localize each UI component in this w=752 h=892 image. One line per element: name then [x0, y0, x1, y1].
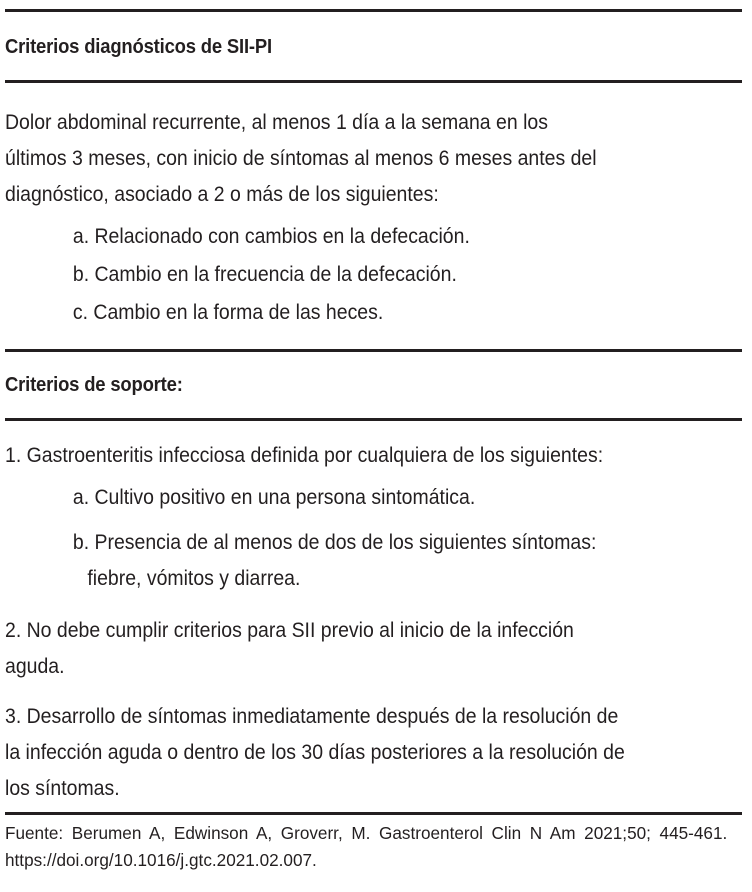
intro-line: últimos 3 meses, con inicio de síntomas al menos 6 meses antes del	[5, 146, 597, 170]
support-point-2-line: 2. No debe cumplir criterios para SII previo al inicio de la infección	[5, 618, 574, 642]
section2-top-rule	[5, 349, 742, 352]
intro-line: Dolor abdominal recurrente, al menos 1 día a la semana en los	[5, 110, 548, 134]
intro-line: diagnóstico, asociado a 2 o más de los siguientes:	[5, 182, 439, 206]
section2-divider	[5, 418, 742, 421]
source-citation: Fuente: Berumen A, Edwinson A, Groverr, M. Gastroenterol Clin N Am 2021;50; 445-461. https://doi.org/10.1016/j.gtc.2021.02.007.	[5, 823, 728, 870]
support-point-3	[5, 698, 752, 806]
section1-intro	[5, 104, 752, 212]
section1-divider	[5, 80, 742, 83]
support-point-2	[5, 612, 752, 684]
section2-title: Criterios de soporte:	[5, 373, 183, 396]
list-item: b. Cambio en la frecuencia de la defecación.	[72, 262, 457, 286]
support-point-1: 1. Gastroenteritis infecciosa definida por cualquiera de los siguientes:	[5, 443, 604, 467]
section1-title: Criterios diagnósticos de SII-PI	[5, 35, 272, 58]
support-point-1a: a. Cultivo positivo en una persona sintomática.	[72, 485, 476, 509]
support-point-1b	[5, 524, 658, 596]
section1-list	[5, 218, 519, 332]
support-point-1b-line: fiebre, vómitos y diarrea.	[87, 566, 301, 590]
top-rule	[5, 9, 742, 12]
support-point-3-line: 3. Desarrollo de síntomas inmediatamente después de la resolución de	[5, 704, 619, 728]
support-point-3-line: los síntomas.	[5, 776, 120, 800]
support-point-3-line: la infección aguda o dentro de los 30 días posteriores a la resolución de	[5, 740, 625, 764]
list-item: c. Cambio en la forma de las heces.	[72, 300, 384, 324]
list-item: a. Relacionado con cambios en la defecación.	[72, 224, 470, 248]
bottom-rule	[5, 812, 742, 815]
support-point-1b-line: b. Presencia de al menos de dos de los siguientes síntomas:	[72, 530, 597, 554]
support-point-2-line: aguda.	[5, 654, 65, 678]
